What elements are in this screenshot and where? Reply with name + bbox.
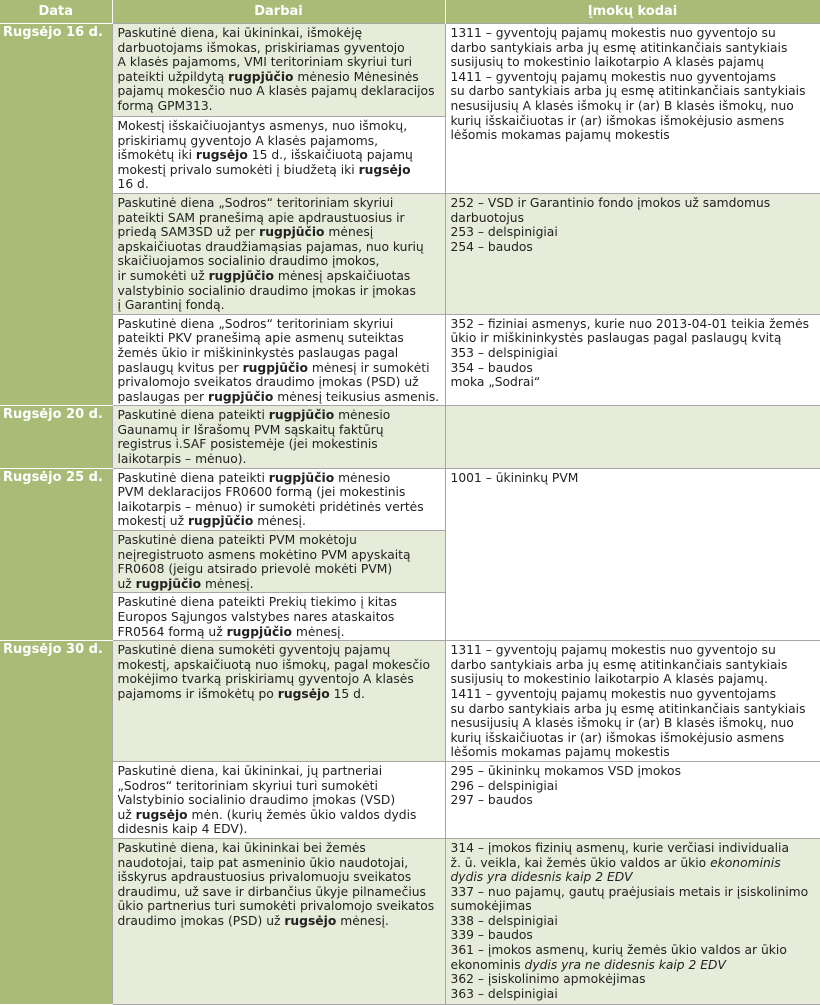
text-run: ūkio partnerius turi sumokėti privalomojo sveikatos [117, 899, 435, 914]
text-run: 314 – įmokos fizinių asmenų, kurie verčiasi individualia [450, 840, 789, 855]
text-line [118, 562, 441, 577]
text-line [118, 610, 441, 625]
text-line [451, 885, 816, 900]
bold-text: rugpjūčio [226, 624, 292, 639]
text-run: pateikti PKV pranešimą apie asmenų suteiktas [117, 331, 404, 346]
text-run: 254 – baudos [450, 239, 533, 254]
text-run: paslaugų kvitus per [117, 360, 243, 375]
text-run: už [117, 576, 136, 591]
text-run: PVM deklaracijos FR0600 formą (jei mokestinis [117, 485, 406, 500]
text-run: formą GPM313. [117, 98, 213, 113]
text-line [118, 595, 441, 610]
text-line [118, 914, 441, 929]
bold-text: rugpjūčio [135, 576, 202, 591]
text-run: nesusijusių A klasės išmokų ir (ar) B klasės išmokų, nuo [450, 716, 794, 731]
header-codes: Įmokų kodai [445, 0, 820, 24]
text-run: FR0564 formą už [117, 624, 227, 639]
text-line [451, 99, 816, 114]
text-line [118, 408, 441, 423]
text-run: ir sumokėti už [117, 268, 209, 283]
codes-cell [445, 641, 820, 762]
text-run: Paskutinė diena, kai ūkininkai, jų partneriai [117, 763, 383, 778]
text-run: pajamoms ir išmokėtų po [117, 686, 278, 701]
task-cell [112, 314, 445, 406]
text-run: Paskutinė diena pateikti PVM mokėtoju [117, 533, 357, 548]
text-run: skaičiuojamos socialinio draudimo įmokos, [117, 254, 380, 269]
text-run: paslaugas per [117, 389, 208, 404]
text-run: priedą SAM3SD už per [117, 225, 260, 240]
task-cell [112, 531, 445, 593]
text-line [118, 822, 441, 837]
table-row [0, 641, 820, 762]
text-line [451, 987, 816, 1002]
text-run: Paskutinė diena pateikti [117, 408, 269, 423]
text-line [118, 548, 441, 563]
text-line [118, 485, 441, 500]
text-line [451, 361, 816, 376]
text-run: 362 – įsiskolinimo apmokėjimas [450, 972, 646, 987]
text-run: su darbo santykiais arba jų esmę atitinkančiais santykiais [450, 84, 806, 99]
text-run: priskiriamų gyventojo A klasės pajamoms, [117, 133, 379, 148]
task-cell [112, 406, 445, 468]
text-line [118, 361, 441, 376]
text-run: į Garantinį fondą. [117, 298, 225, 313]
codes-cell [445, 468, 820, 641]
text-line [451, 26, 816, 41]
text-run: mokėjimo tvarką priskiriamų gyventojo A klasės [117, 672, 414, 687]
bold-text: rugpjūčio [187, 514, 254, 529]
text-run: susijusių to mokestinio laikotarpio A klasės pajamų. [450, 672, 768, 687]
text-run: apskaičiuotas draudžiamąsias pajamas, nuo kurių [117, 239, 424, 254]
text-run: nesusijusių A klasės išmokų ir (ar) B klasės išmokų, nuo [450, 98, 794, 113]
text-line [118, 437, 441, 452]
text-line [118, 514, 441, 529]
text-run: 15 d., išskaičiuotą pajamų [247, 148, 413, 163]
text-line [451, 658, 816, 673]
bold-text: rugsėjo [135, 807, 188, 822]
text-run: mokestį privalo sumokėti į biudžetą iki [117, 162, 359, 177]
text-run: 1411 – gyventojų pajamų mokestis nuo gyventojams [450, 686, 777, 701]
text-run: mėnesį. [253, 514, 306, 529]
bold-text: rugsėjo [358, 162, 411, 177]
date-cell: Rugsėjo 30 d. [0, 641, 112, 1005]
text-line [118, 577, 441, 592]
text-line [451, 914, 816, 929]
text-run: 252 – VSD ir Garantinio fondo įmokos už samdomus [450, 195, 771, 210]
text-run: registrus i.SAF posistemėje (jei mokestinis [117, 437, 378, 452]
text-run: kurių išskaičiuotas ir (ar) išmokas išmokėjusio asmens [450, 113, 785, 128]
text-line [118, 390, 441, 405]
text-line [118, 196, 441, 211]
bold-text: rugpjūčio [259, 225, 325, 240]
italic-text: ekonominis [710, 855, 781, 870]
text-run: darbuotojams išmokas, priskiriamas gyventojo [117, 40, 405, 55]
text-run: kurių išskaičiuotas ir (ar) išmokas išmokėjusio asmens [450, 730, 785, 745]
codes-cell [445, 761, 820, 838]
text-run: mėnesio Mėnesinės [293, 69, 419, 84]
text-line [451, 331, 816, 346]
text-run: darbo santykiais arba jų esmę atitinkančiais santykiais [450, 40, 788, 55]
text-line [118, 423, 441, 438]
header-works: Darbai [112, 0, 445, 24]
text-run: pateikti užpildytą [117, 69, 229, 84]
header-date: Data [0, 0, 112, 24]
text-run: mėnesį teikusius asmenis. [273, 389, 440, 404]
text-run: „Sodros“ teritoriniam skyriui turi sumokėti [117, 778, 378, 793]
text-line [451, 114, 816, 129]
text-run: išskyrus apdraustuosius privalomuoju sveikatos [117, 870, 412, 885]
text-line [118, 55, 441, 70]
text-line [118, 317, 441, 332]
text-line [451, 745, 816, 760]
italic-text: dydis yra didesnis kaip 2 EDV [450, 870, 633, 885]
text-run: naudotojai, taip pat asmeninio ūkio naudotojai, [117, 855, 409, 870]
text-run: Mokestį išskaičiuojantys asmenys, nuo išmokų, [117, 119, 408, 133]
table-row [0, 468, 820, 530]
text-run: 363 – delspinigiai [450, 986, 558, 1001]
bold-text: rugsėjo [195, 148, 248, 163]
text-run: ž. ū. veikla, kai žemės ūkio valdos ar ūkio [450, 855, 711, 870]
bold-text: rugpjūčio [208, 389, 274, 404]
text-line [118, 643, 441, 658]
text-line [118, 298, 441, 313]
text-run: A klasės pajamoms, VMI teritoriniam skyriui turi [117, 55, 413, 70]
text-run: 296 – delspinigiai [450, 778, 558, 793]
text-line [118, 225, 441, 240]
text-run: Paskutinė diena „Sodros“ teritoriniam skyriui [117, 195, 394, 210]
text-run: Paskutinė diena, kai ūkininkai, išmokėję [117, 26, 363, 40]
bold-text: rugpjūčio [242, 360, 308, 375]
text-run: 353 – delspinigiai [450, 345, 558, 360]
text-run: mokestį, apskaičiuotą nuo išmokų, pagal mokesčio [117, 657, 431, 672]
text-run: Valstybinio socialinio draudimo įmokas (VSD) [117, 793, 396, 808]
text-line [118, 625, 441, 640]
text-run: mėnesį apskaičiuotas [273, 268, 411, 283]
text-line [118, 26, 441, 41]
text-line [451, 84, 816, 99]
text-run: Gaunamų ir Išrašomų PVM sąskaitų faktūrų [117, 422, 384, 437]
codes-cell [445, 406, 820, 468]
text-run: mėnesį. [201, 576, 254, 591]
bold-text: rugpjūčio [268, 408, 335, 423]
text-line [118, 658, 441, 673]
text-line [118, 119, 441, 134]
table-row [0, 838, 820, 1004]
text-line [118, 269, 441, 284]
text-line [118, 134, 441, 149]
text-line [451, 702, 816, 717]
text-run: mėnesį. [336, 913, 389, 928]
text-line [451, 70, 816, 85]
text-run: laikotarpis – mėnuo) ir sumokėti pridėtinės vertės [117, 499, 424, 514]
text-run: Paskutinė diena sumokėti gyventojų pajamų [117, 643, 391, 658]
text-run: Europos Sąjungos valstybes nares ataskaitos [117, 610, 395, 624]
text-run: valstybinio socialinio draudimo įmokas ir įmokas [117, 283, 416, 298]
text-run: 352 – fiziniai asmenys, kurie nuo 2013-04-01 teikia žemės [450, 316, 810, 331]
text-line [451, 958, 816, 973]
task-cell [112, 761, 445, 838]
text-line [451, 41, 816, 56]
text-line [118, 899, 441, 914]
text-line [118, 672, 441, 687]
text-line [118, 471, 441, 486]
text-run: 253 – delspinigiai [450, 225, 558, 240]
codes-cell [445, 24, 820, 194]
text-line [118, 240, 441, 255]
text-line [451, 779, 816, 794]
text-run: sumokėjimas [450, 899, 532, 914]
text-line [451, 211, 816, 226]
text-run: 1311 – gyventojų pajamų mokestis nuo gyventojo su [450, 26, 776, 40]
codes-cell [445, 314, 820, 406]
italic-text: dydis yra ne didesnis kaip 2 EDV [524, 957, 726, 972]
codes-cell [445, 838, 820, 1004]
text-line [118, 284, 441, 299]
task-cell [112, 24, 445, 117]
text-run: 15 d. [329, 686, 365, 701]
text-line [118, 452, 441, 467]
text-line [118, 254, 441, 269]
text-run: 361 – įmokos asmenų, kurių žemės ūkio valdos ar ūkio [450, 943, 787, 958]
table-row [0, 193, 820, 314]
bold-text: rugsėjo [277, 686, 330, 701]
text-run: 337 – nuo pajamų, gautų praėjusiais metais ir įsiskolinimo [450, 884, 809, 899]
text-run: draudimo įmokas (PSD) už [117, 913, 285, 928]
task-cell [112, 468, 445, 530]
text-run: mėnesio [334, 408, 391, 423]
task-cell [112, 117, 445, 194]
table-row [0, 761, 820, 838]
text-line [118, 84, 441, 99]
text-run: mėnesį [324, 225, 374, 240]
text-run: ekonominis [450, 957, 525, 972]
header-row [0, 0, 820, 24]
text-run: 16 d. [117, 177, 149, 192]
text-run: mėnesio [334, 470, 391, 485]
text-line [451, 471, 816, 486]
text-run: už [117, 807, 136, 822]
text-line [451, 716, 816, 731]
text-line [451, 870, 816, 885]
text-run: FR0608 (jeigu atsirado prievolė mokėti PVM) [117, 562, 393, 577]
text-line [118, 533, 441, 548]
text-run: susijusių to mokestinio laikotarpio A klasės pajamų [450, 55, 764, 70]
text-line [118, 331, 441, 346]
text-run: ūkio ir miškininkystės paslaugas pagal paslaugų kvitą [450, 331, 782, 346]
text-line [118, 70, 441, 85]
text-line [451, 240, 816, 255]
text-line [118, 346, 441, 361]
date-cell: Rugsėjo 16 d. [0, 24, 112, 406]
text-run: Paskutinė diena pateikti Prekių tiekimo į kitas [117, 595, 397, 610]
text-line [118, 885, 441, 900]
text-run: lėšomis mokamas pajamų mokestis [450, 745, 670, 760]
codes-cell [445, 193, 820, 314]
text-line [451, 687, 816, 702]
text-run: 1001 – ūkininkų PVM [450, 470, 579, 485]
text-run: laikotarpis – mėnuo). [117, 452, 247, 467]
text-line [451, 943, 816, 958]
text-run: darbo santykiais arba jų esmę atitinkančiais santykiais [450, 657, 788, 672]
text-run: privalomojo sveikatos draudimo įmokas (PSD) už [117, 375, 419, 390]
text-line [118, 211, 441, 226]
text-line [118, 870, 441, 885]
text-line [451, 841, 816, 856]
table-row [0, 406, 820, 468]
text-line [118, 41, 441, 56]
text-line [451, 731, 816, 746]
text-line [118, 500, 441, 515]
task-cell [112, 193, 445, 314]
bold-text: rugpjūčio [208, 268, 274, 283]
text-run: 338 – delspinigiai [450, 913, 558, 928]
text-run: išmokėtų iki [117, 148, 196, 163]
text-line [118, 779, 441, 794]
bold-text: rugpjūčio [268, 470, 335, 485]
text-run: Paskutinė diena pateikti [117, 470, 269, 485]
text-run: 1311 – gyventojų pajamų mokestis nuo gyventojo su [450, 643, 776, 658]
text-run: mėnesį. [291, 624, 345, 639]
text-run: pateikti SAM pranešimą apie apdraustuosius ir [117, 210, 405, 225]
text-line [118, 793, 441, 808]
text-line [451, 55, 816, 70]
text-run: mėnesį ir sumokėti [307, 360, 430, 375]
text-line [118, 808, 441, 823]
table-row [0, 314, 820, 406]
text-line [118, 177, 441, 192]
date-cell: Rugsėjo 25 d. [0, 468, 112, 641]
text-run: 354 – baudos [450, 360, 533, 375]
text-line [451, 128, 816, 143]
text-run: moka „Sodrai“ [450, 375, 541, 390]
bold-text: rugpjūčio [228, 69, 294, 84]
table-row [0, 24, 820, 117]
text-line [118, 687, 441, 702]
text-line [451, 196, 816, 211]
text-line [118, 375, 441, 390]
text-line [451, 643, 816, 658]
text-run: draudimu, už save ir dirbančius ūkyje pilnamečius [117, 884, 426, 899]
text-run: darbuotojus [450, 210, 524, 225]
text-line [118, 856, 441, 871]
text-line [451, 793, 816, 808]
text-line [451, 225, 816, 240]
text-line [451, 899, 816, 914]
text-line [451, 928, 816, 943]
text-line [451, 856, 816, 871]
text-line [118, 99, 441, 114]
text-run: didesnis kaip 4 EDV). [117, 822, 248, 837]
task-cell [112, 593, 445, 641]
text-line [451, 317, 816, 332]
text-run: pajamų mokesčio nuo A klasės pajamų deklaracijos [117, 84, 435, 99]
task-cell [112, 838, 445, 1004]
text-run: Paskutinė diena „Sodros“ teritoriniam skyriui [117, 316, 394, 331]
text-run: 295 – ūkininkų mokamos VSD įmokos [450, 763, 681, 778]
text-run: neįregistruoto asmens mokėtino PVM apyskaitą [117, 547, 411, 562]
text-run: su darbo santykiais arba jų esmę atitinkančiais santykiais [450, 701, 806, 716]
text-run: Paskutinė diena, kai ūkininkai bei žemės [117, 840, 366, 855]
text-run: lėšomis mokamas pajamų mokestis [450, 128, 670, 143]
task-cell [112, 641, 445, 762]
text-run: 297 – baudos [450, 793, 533, 808]
text-run: mėn. (kurių žemės ūkio valdos dydis [187, 807, 417, 822]
bold-text: rugsėjo [284, 913, 337, 928]
text-line [451, 375, 816, 390]
text-line [118, 764, 441, 779]
text-run: mokestį už [117, 514, 188, 529]
text-line [118, 841, 441, 856]
text-run: žemės ūkio ir miškininkystės paslaugas pagal [117, 345, 399, 360]
text-line [118, 148, 441, 163]
text-line [118, 163, 441, 178]
text-line [451, 672, 816, 687]
text-line [451, 764, 816, 779]
text-run: 1411 – gyventojų pajamų mokestis nuo gyventojams [450, 69, 777, 84]
date-cell: Rugsėjo 20 d. [0, 406, 112, 468]
text-line [451, 346, 816, 361]
text-run: 339 – baudos [450, 928, 533, 943]
